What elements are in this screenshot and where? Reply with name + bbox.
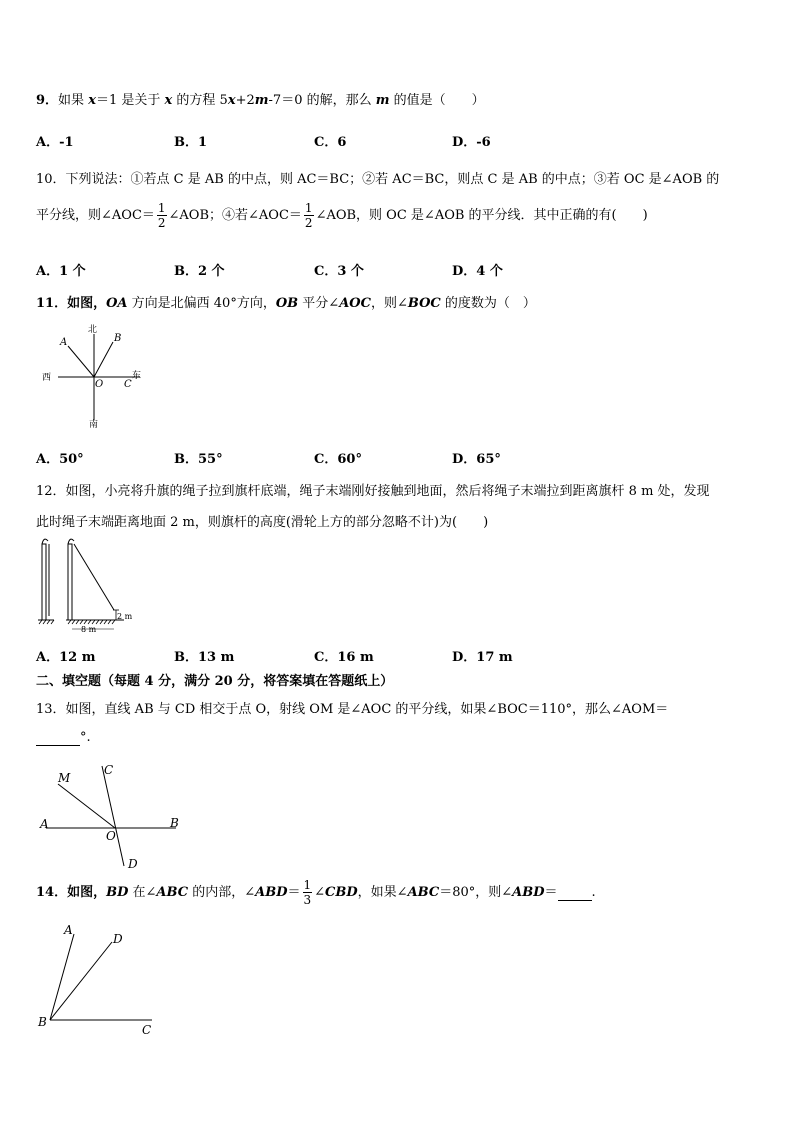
q9-option-a[interactable]: A．-1 xyxy=(36,135,74,150)
fraction-one-half: $\frac{1}{2}$ xyxy=(157,201,166,230)
ray-om xyxy=(58,784,115,828)
q10-option-b[interactable]: B．2 个 xyxy=(174,264,225,279)
ray-ob xyxy=(94,342,113,377)
q11-option-d[interactable]: D．65° xyxy=(452,452,501,467)
q12-option-d[interactable]: D．17 m xyxy=(452,650,513,665)
q12-option-a[interactable]: A．12 m xyxy=(36,650,96,665)
label-m: M xyxy=(58,771,71,785)
question-12-line2: 此时绳子末端距离地面 2 m，则旗杆的高度(滑轮上方的部分忽略不计)为( ) xyxy=(36,515,489,530)
question-13-line1: 13．如图，直线 AB 与 CD 相交于点 O，射线 OM 是∠AOC 的平分线，如果∠BOC＝110°，那么∠AOM＝ xyxy=(36,702,669,717)
angle-figure xyxy=(36,922,166,1040)
ray-ba xyxy=(50,934,74,1020)
question-12-line1: 12．如图，小亮将升旗的绳子拉到旗杆底端，绳子末端刚好接触到地面，然后将绳子末端拉到距离旗杆 8 m 处，发现 xyxy=(36,484,710,499)
question-10-line1: 10．下列说法：①若点 C 是 AB 的中点，则 AC＝BC；②若 AC＝BC，则点 C 是 AB 的中点；③若 OC 是∠AOB 的 xyxy=(36,172,720,187)
label-b: B xyxy=(170,816,179,830)
label-c: C xyxy=(124,379,132,390)
line-cd xyxy=(102,766,124,866)
flagpole-figure xyxy=(36,536,136,636)
pulley-left xyxy=(42,539,48,544)
q10-option-a[interactable]: A．1 个 xyxy=(36,264,86,279)
q9-option-d[interactable]: D．-6 xyxy=(452,135,491,150)
label-c: C xyxy=(104,763,114,777)
label-north: 北 xyxy=(88,325,98,335)
label-west: 西 xyxy=(42,373,52,383)
compass-figure xyxy=(36,318,156,430)
ray-bd xyxy=(50,942,112,1020)
q9-option-c[interactable]: C．6 xyxy=(314,135,347,150)
label-d: D xyxy=(113,932,123,946)
ray-oa xyxy=(68,346,94,377)
question-10-line2: 平分线，则∠AOC＝ $\frac{1}{2}$ ∠AOB；④若∠AOC＝ $\frac{1}{2}$ ∠AOB，则 OC 是∠AOB 的平分线．其中正确的有( ) xyxy=(36,201,648,230)
question-13-line2: °. xyxy=(36,730,91,746)
q14-answer-blank[interactable] xyxy=(558,885,592,901)
label-c: C xyxy=(142,1023,152,1037)
question-9: 9．如果 x＝1 是关于 x 的方程 5x+2m-7＝0 的解，那么 m 的值是（ ） xyxy=(36,93,485,108)
q9-option-b[interactable]: B．1 xyxy=(174,135,208,150)
fraction-one-half-2: $\frac{1}{2}$ xyxy=(304,201,313,230)
question-14: 14．如图，BD 在∠ABC 的内部，∠ABD＝ $\frac{1}{3}$ ∠CBD，如果∠ABC＝80°，则∠ABD＝ . xyxy=(36,878,596,907)
q11-option-c[interactable]: C．60° xyxy=(314,452,362,467)
flagpole-left xyxy=(42,544,46,620)
flagpole-right xyxy=(68,544,72,620)
label-south: 南 xyxy=(89,420,99,430)
label-a: A xyxy=(60,337,68,348)
label-o: O xyxy=(106,829,116,843)
q11-option-a[interactable]: A．50° xyxy=(36,452,84,467)
question-11: 11．如图，OA 方向是北偏西 40°方向，OB 平分∠AOC，则∠BOC 的度数为（ ） xyxy=(36,296,536,311)
label-b: B xyxy=(38,1015,47,1029)
q11-option-b[interactable]: B．55° xyxy=(174,452,223,467)
intersecting-lines-figure xyxy=(36,760,186,872)
label-a: A xyxy=(40,817,49,831)
q9-number: 9． xyxy=(36,93,59,108)
label-a: A xyxy=(64,923,73,937)
label-b: B xyxy=(114,333,122,344)
pulley-right xyxy=(68,539,74,544)
q10-option-c[interactable]: C．3 个 xyxy=(314,264,364,279)
q13-answer-blank[interactable] xyxy=(36,730,80,746)
fraction-one-third: $\frac{1}{3}$ xyxy=(303,878,312,907)
q10-option-d[interactable]: D．4 个 xyxy=(452,264,503,279)
section-2-heading: 二、填空题（每题 4 分，满分 20 分，将答案填在答题纸上） xyxy=(36,674,394,689)
label-d: D xyxy=(128,857,138,871)
q12-option-c[interactable]: C．16 m xyxy=(314,650,374,665)
label-dist-8m: 8 m xyxy=(81,625,97,634)
rope-right xyxy=(74,544,114,610)
label-height-2m: 2 m xyxy=(117,612,133,621)
q12-option-b[interactable]: B．13 m xyxy=(174,650,235,665)
label-east: 东 xyxy=(132,371,142,381)
label-o: O xyxy=(95,379,104,390)
